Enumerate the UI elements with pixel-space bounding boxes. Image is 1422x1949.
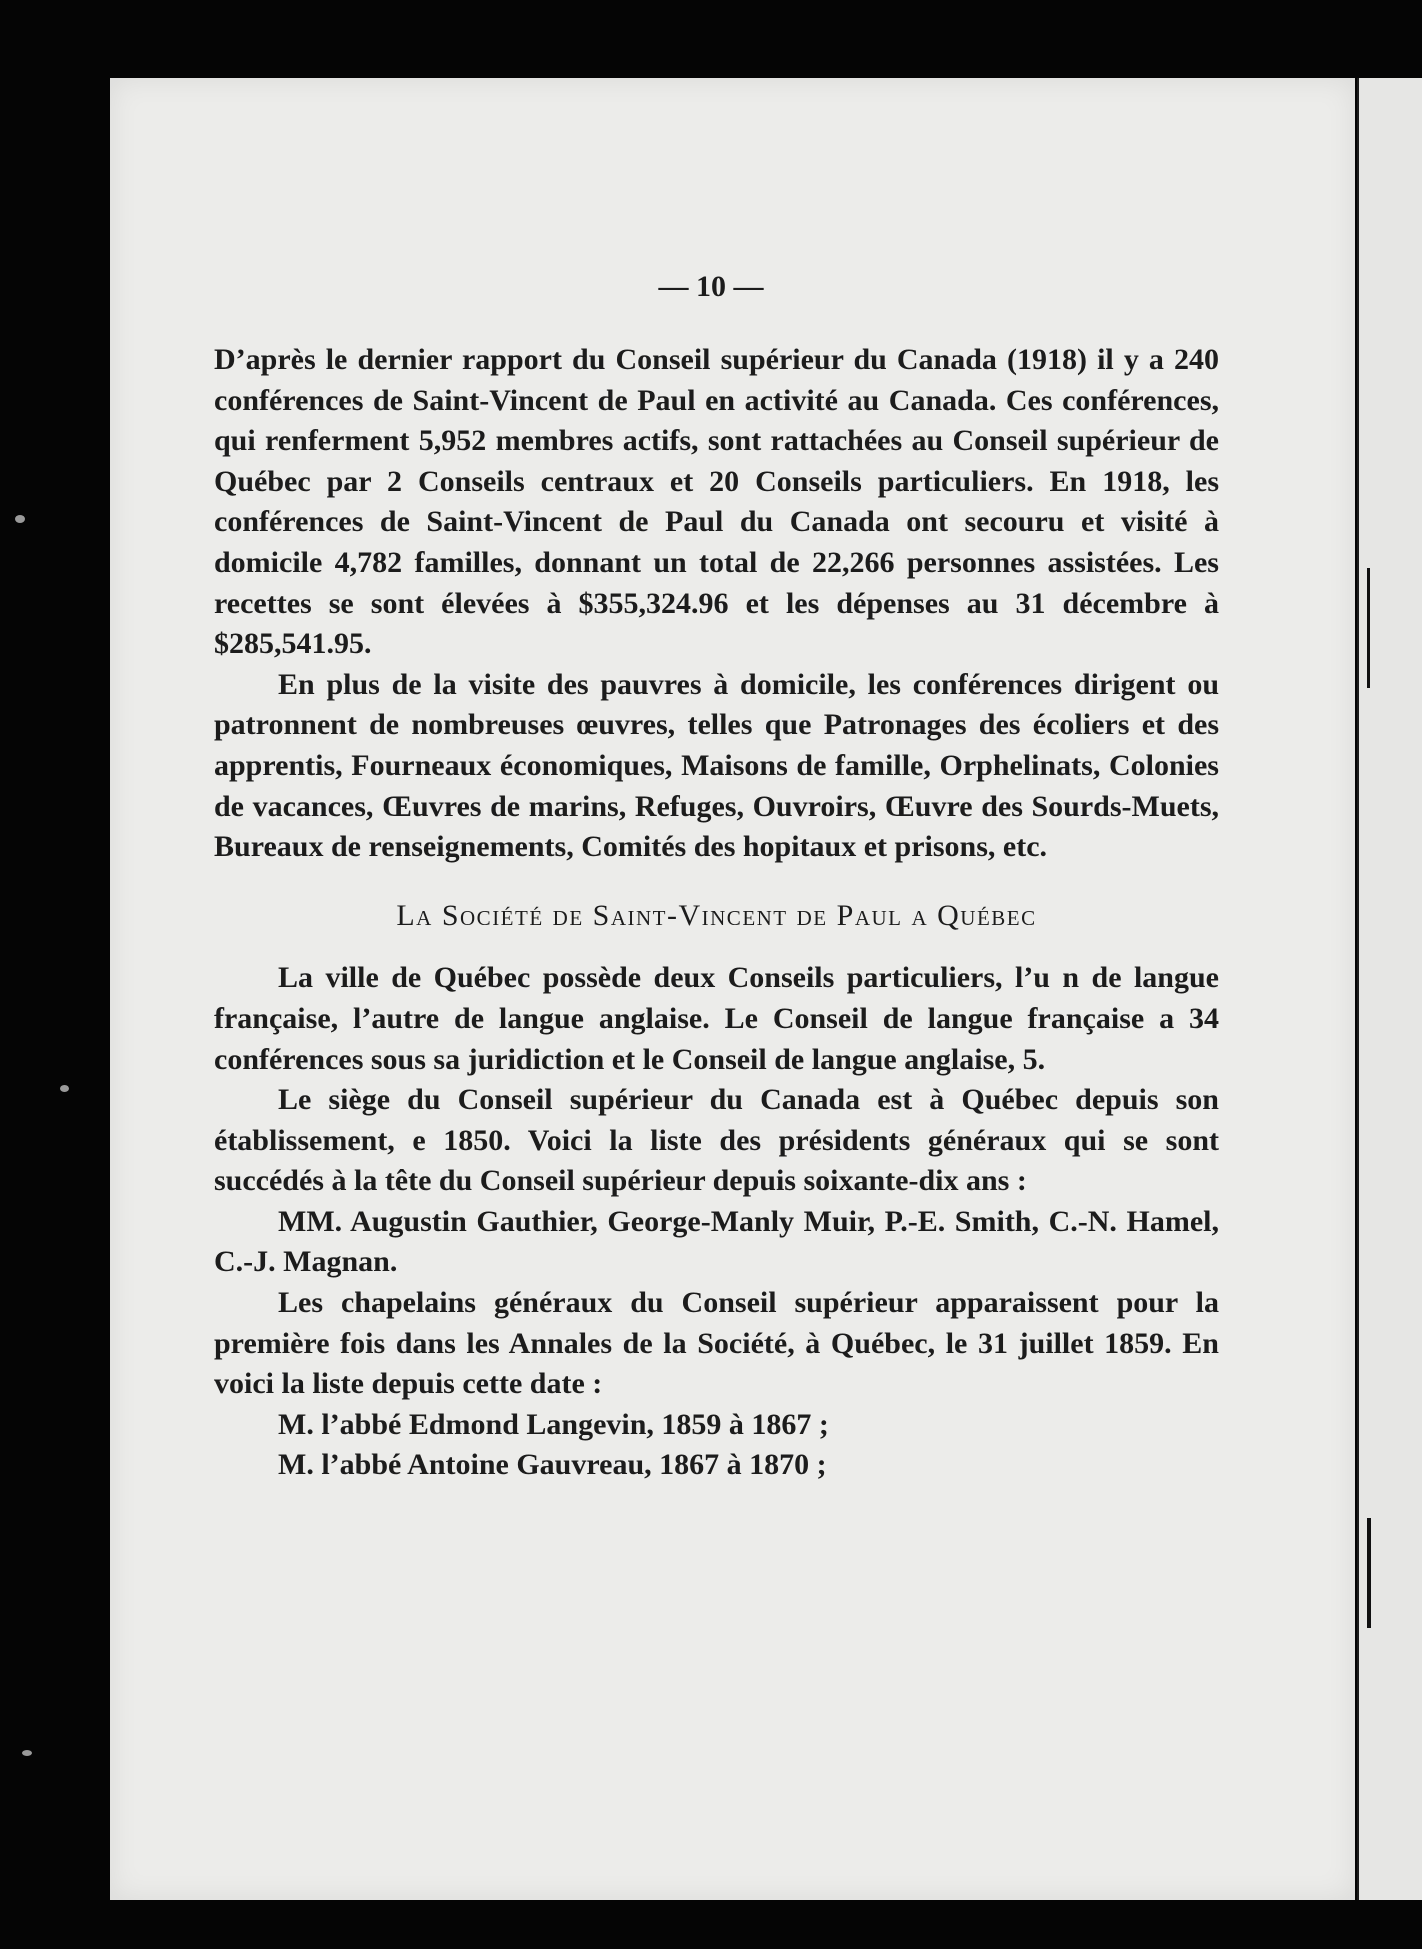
paragraph-chapelains: Les chapelains généraux du Conseil supérieur apparaissent pour la première fois dans les Annales de la Société, à Québec, le 31 juillet 1859. En voici la liste depuis cette date : [214,1286,1219,1401]
paragraph-rapport: D’après le dernier rapport du Conseil supérieur du Canada (1918) il y a 240 conférences de Saint-Vincent de Paul en activité au Canada. Ces conférences, qui renferment 5,952 membres actifs, sont rattachées au Conseil supérieur de Québec par 2 Conseils centraux et 20 Conseils particuliers. En 1918, les conférences de Saint-Vincent de Paul du Canada ont secouru et visité à domicile 4,782 familles, donnant un total de 22,266 personnes assistées. Les recettes se sont élevées à $355,324.96 et les dépenses au 31 décembre à $285,541.95. [214,343,1219,661]
paragraph-oeuvres: En plus de la visite des pauvres à domicile, les conférences dirigent ou patronnent de nombreuses œuvres, telles que Patronages des écoliers et des apprentis, Fourneaux économiques, Maisons de famille, Orphelinats, Colonies de vacances, Œuvres de marins, Refuges, Ouvroirs, Œuvre des Sourds-Muets, Bureaux de renseignements, Comités des hopitaux et prisons, etc. [214,667,1219,864]
paragraph-siege: Le siège du Conseil supérieur du Canada est à Québec depuis son établissement, e 1850. Voici la liste des présidents généraux qui se sont succédés à la tête du Conseil supérieur depuis soixante-dix ans : [214,1083,1219,1198]
section-heading: La Société de Saint-Vincent de Paul a Québec [396,898,1037,932]
page-edge-mark [1367,1518,1371,1628]
chaplain-list-item: M. l’abbé Antoine Gauvreau, 1867 à 1870 ; [278,1448,827,1482]
page-body [214,340,1219,1486]
page-edge-mark [1367,568,1370,688]
adjacent-page-edge [1357,78,1422,1900]
dust-speck [60,1085,69,1092]
paragraph-conseils-quebec: La ville de Québec possède deux Conseils particuliers, l’u n de langue française, l’autre de langue anglaise. Le Conseil de langue française a 34 conférences sous sa juridiction et le Conseil de langue anglaise, 5. [214,961,1219,1076]
page-number: — 10 — [658,270,764,303]
dust-speck [22,1750,32,1756]
chaplain-list-item: M. l’abbé Edmond Langevin, 1859 à 1867 ; [278,1407,829,1441]
paragraph-presidents: MM. Augustin Gauthier, George-Manly Muir, P.-E. Smith, C.-N. Hamel, C.-J. Magnan. [214,1204,1219,1279]
dust-speck [15,515,25,523]
